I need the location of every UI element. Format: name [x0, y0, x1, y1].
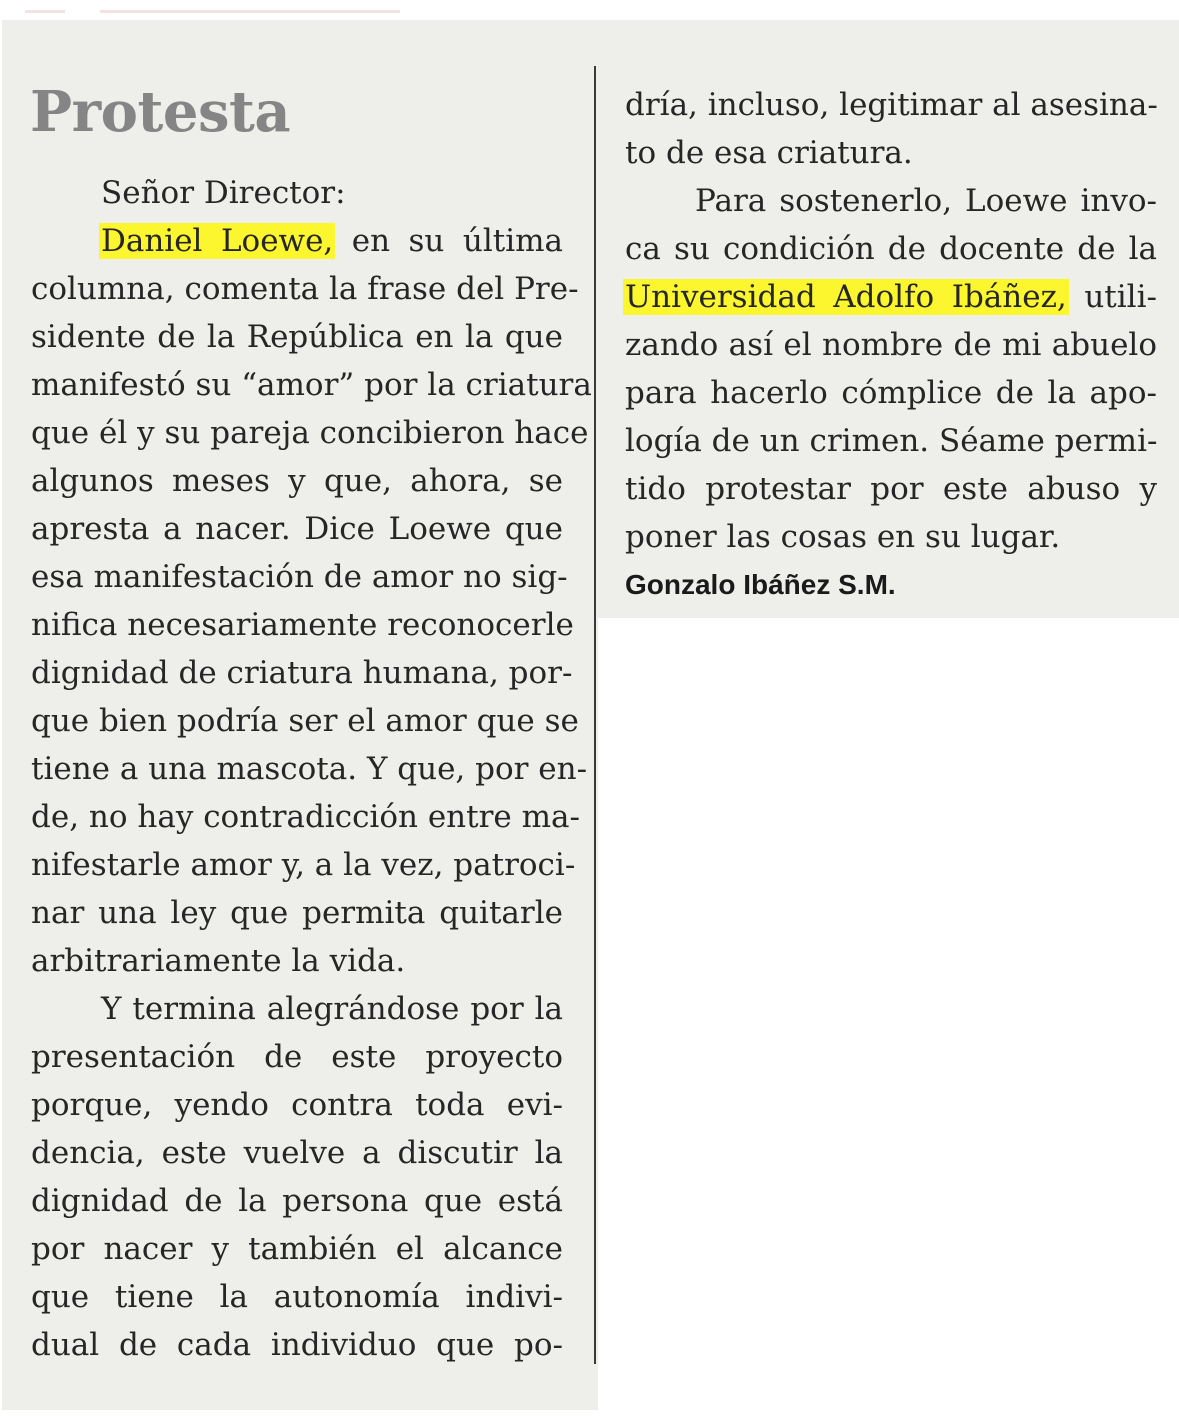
- highlighted-name: Daniel Loewe,: [101, 223, 334, 259]
- text-line: Para sostenerlo, Loewe invo-: [695, 183, 1157, 219]
- text-line: de, no hay contradicción entre ma-: [31, 799, 580, 835]
- right-column: [625, 81, 1157, 609]
- left-column: [31, 169, 592, 1369]
- text-line: dignidad de la persona que está: [31, 1183, 563, 1219]
- text-line: que bien podría ser el amor que se: [31, 703, 579, 739]
- column-divider: [594, 66, 596, 1364]
- text-fragment: utili-: [1084, 279, 1157, 315]
- text-line: nifestarle amor y, a la vez, patroci-: [31, 847, 576, 883]
- text-line: zando así el nombre de mi abuelo: [625, 327, 1157, 363]
- scan-top-edge: [0, 0, 1179, 14]
- scan-artifact: [25, 10, 65, 13]
- text-line: sidente de la República en la que: [31, 319, 563, 355]
- text-line: ca su condición de docente de la: [625, 231, 1157, 267]
- text-line: columna, comenta la frase del Pre-: [31, 271, 579, 307]
- scan-artifact: [100, 10, 400, 13]
- text-fragment: en su última: [351, 223, 563, 259]
- highlighted-university: Universidad Adolfo Ibáñez,: [625, 279, 1067, 315]
- salutation: Señor Director:: [101, 175, 346, 211]
- text-line: que tiene la autonomía indivi-: [31, 1279, 563, 1315]
- text-line: logía de un crimen. Séame permi-: [625, 423, 1158, 459]
- text-line: que él y su pareja concibieron hace: [31, 415, 589, 451]
- text-line: nifica necesariamente reconocerle: [31, 607, 574, 643]
- text-line: para hacerlo cómplice de la apo-: [625, 375, 1157, 411]
- text-line: presentación de este proyecto: [31, 1039, 563, 1075]
- text-line: manifestó su “amor” por la criatura: [31, 367, 592, 403]
- text-line: apresta a nacer. Dice Loewe que: [31, 511, 563, 547]
- letter-title: Protesta: [30, 79, 291, 145]
- text-line: [625, 273, 1157, 321]
- text-line: nar una ley que permita quitarle: [31, 895, 563, 931]
- text-line: por nacer y también el alcance: [31, 1231, 563, 1267]
- signature: Gonzalo Ibáñez S.M.: [625, 569, 896, 600]
- text-line: poner las cosas en su lugar.: [625, 519, 1061, 555]
- text-line: tido protestar por este abuso y: [625, 471, 1157, 507]
- text-line: esa manifestación de amor no sig-: [31, 559, 568, 595]
- text-line: arbitrariamente la vida.: [31, 943, 406, 979]
- text-line: dignidad de criatura humana, por-: [31, 655, 573, 691]
- text-line: Y termina alegrándose por la: [101, 991, 563, 1027]
- text-line: dual de cada individuo que po-: [31, 1327, 563, 1363]
- text-line: algunos meses y que, ahora, se: [31, 463, 563, 499]
- text-line: porque, yendo contra toda evi-: [31, 1087, 563, 1123]
- text-line: to de esa criatura.: [625, 135, 913, 171]
- text-line: dencia, este vuelve a discutir la: [31, 1135, 563, 1171]
- text-line: dría, incluso, legitimar al asesina-: [625, 87, 1158, 123]
- text-line: tiene a una mascota. Y que, por en-: [31, 751, 588, 787]
- text-line: [31, 217, 563, 265]
